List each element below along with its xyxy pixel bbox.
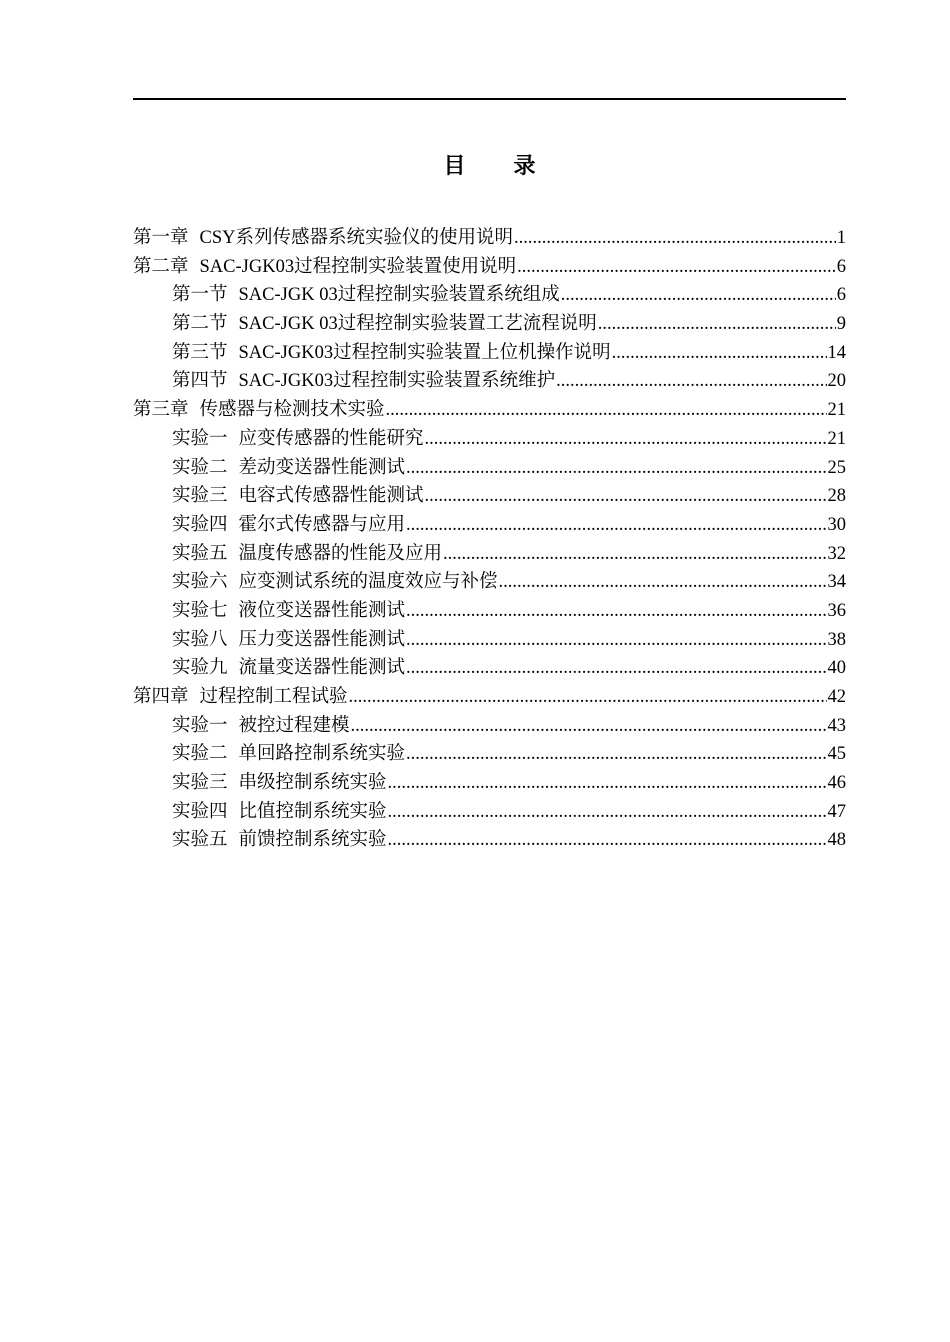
toc-entry-title: 应变传感器的性能研究 — [238, 428, 424, 449]
toc-entry-page-number: 21 — [827, 400, 846, 421]
toc-entry-title: 应变测试系统的温度效应与补偿 — [238, 572, 498, 593]
toc-entry-page-number: 45 — [827, 744, 846, 765]
toc-dot-leader — [386, 396, 827, 425]
toc-section-entry[interactable] — [133, 367, 846, 396]
toc-dot-leader — [514, 224, 836, 253]
toc-section-entry[interactable] — [133, 310, 846, 339]
toc-entry-page-number: 48 — [827, 830, 846, 851]
toc-entry-title: SAC-JGK03过程控制实验装置系统维护 — [238, 371, 556, 392]
toc-list — [133, 224, 846, 855]
toc-entry-page-number: 40 — [827, 658, 846, 679]
toc-section-entry[interactable] — [133, 281, 846, 310]
toc-entry-number: 实验三 — [172, 486, 228, 507]
toc-chapter-entry[interactable] — [133, 396, 846, 425]
toc-dot-leader — [406, 740, 826, 769]
toc-entry-title: 差动变送器性能测试 — [238, 457, 406, 478]
toc-entry-title: 串级控制系统实验 — [238, 773, 387, 794]
toc-entry-page-number: 42 — [827, 687, 846, 707]
toc-section-entry[interactable] — [133, 769, 846, 798]
toc-section-entry[interactable] — [133, 740, 846, 769]
toc-section-entry[interactable] — [133, 654, 846, 683]
toc-entry-number: 实验四 — [172, 801, 228, 822]
toc-dot-leader — [443, 540, 826, 569]
toc-entry-page-number: 1 — [836, 228, 846, 248]
toc-entry-number: 实验七 — [172, 600, 228, 621]
toc-entry-page-number: 28 — [827, 486, 846, 507]
toc-entry-number: 第二节 — [172, 314, 228, 335]
toc-entry-page-number: 43 — [827, 715, 846, 736]
toc-entry-title: SAC-JGK 03过程控制实验装置系统组成 — [238, 285, 560, 306]
toc-entry-title: 液位变送器性能测试 — [238, 600, 406, 621]
toc-dot-leader — [561, 281, 836, 310]
toc-dot-leader — [425, 482, 827, 511]
toc-entry-page-number: 14 — [827, 342, 846, 363]
toc-title-char-1: 目 — [443, 153, 466, 178]
toc-entry-title: 过程控制工程试验 — [199, 687, 348, 707]
header-rule — [133, 98, 846, 100]
toc-dot-leader — [406, 454, 826, 483]
toc-entry-page-number: 30 — [827, 514, 846, 535]
toc-entry-title: 流量变送器性能测试 — [238, 658, 406, 679]
toc-dot-leader — [406, 597, 826, 626]
toc-entry-number: 第四节 — [172, 371, 228, 392]
toc-dot-leader — [612, 339, 827, 368]
toc-entry-number: 第四章 — [133, 687, 189, 707]
toc-entry-title: SAC-JGK03过程控制实验装置上位机操作说明 — [238, 342, 611, 363]
toc-dot-leader — [406, 511, 826, 540]
toc-entry-page-number: 47 — [827, 801, 846, 822]
toc-chapter-entry[interactable] — [133, 253, 846, 282]
toc-entry-title: 压力变送器性能测试 — [238, 629, 406, 650]
toc-chapter-entry[interactable] — [133, 683, 846, 712]
toc-entry-page-number: 21 — [827, 428, 846, 449]
toc-section-entry[interactable] — [133, 511, 846, 540]
toc-dot-leader — [517, 253, 836, 282]
toc-chapter-entry[interactable] — [133, 224, 846, 253]
toc-entry-title: 霍尔式传感器与应用 — [238, 514, 406, 535]
toc-section-entry[interactable] — [133, 540, 846, 569]
toc-entry-number: 实验六 — [172, 572, 228, 593]
toc-section-entry[interactable] — [133, 712, 846, 741]
toc-entry-number: 实验八 — [172, 629, 228, 650]
toc-entry-page-number: 20 — [827, 371, 846, 392]
toc-entry-page-number: 6 — [836, 256, 846, 277]
toc-entry-page-number: 32 — [827, 543, 846, 564]
toc-title-char-2: 录 — [513, 153, 536, 178]
toc-entry-number: 第三节 — [172, 342, 228, 363]
toc-entry-page-number: 46 — [827, 773, 846, 794]
toc-dot-leader — [406, 626, 826, 655]
toc-entry-title: 电容式传感器性能测试 — [238, 486, 424, 507]
toc-entry-title: SAC-JGK 03过程控制实验装置工艺流程说明 — [238, 314, 597, 335]
toc-entry-page-number: 34 — [827, 572, 846, 593]
toc-dot-leader — [598, 310, 836, 339]
toc-entry-number: 实验五 — [172, 543, 228, 564]
toc-entry-title: SAC-JGK03过程控制实验装置使用说明 — [199, 256, 517, 277]
toc-section-entry[interactable] — [133, 568, 846, 597]
toc-section-entry[interactable] — [133, 826, 846, 855]
toc-dot-leader — [349, 683, 827, 712]
toc-section-entry[interactable] — [133, 339, 846, 368]
toc-dot-leader — [388, 826, 827, 855]
toc-dot-leader — [556, 367, 826, 396]
toc-section-entry[interactable] — [133, 425, 846, 454]
toc-entry-number: 实验二 — [172, 457, 228, 478]
toc-dot-leader — [499, 568, 827, 597]
toc-entry-number: 第二章 — [133, 256, 189, 277]
toc-section-entry[interactable] — [133, 482, 846, 511]
toc-entry-page-number: 38 — [827, 629, 846, 650]
toc-dot-leader — [388, 769, 827, 798]
toc-entry-number: 实验九 — [172, 658, 228, 679]
toc-entry-number: 第三章 — [133, 400, 189, 421]
toc-dot-leader — [388, 798, 827, 827]
toc-entry-number: 实验三 — [172, 773, 228, 794]
toc-entry-title: CSY系列传感器系统实验仪的使用说明 — [199, 228, 514, 248]
toc-section-entry[interactable] — [133, 798, 846, 827]
toc-entry-title: 被控过程建模 — [238, 715, 350, 736]
toc-dot-leader — [351, 712, 827, 741]
toc-entry-page-number: 36 — [827, 600, 846, 621]
toc-entry-number: 第一章 — [133, 228, 189, 248]
toc-title — [133, 148, 846, 184]
toc-section-entry[interactable] — [133, 454, 846, 483]
toc-entry-title: 传感器与检测技术实验 — [199, 400, 385, 421]
toc-entry-title: 单回路控制系统实验 — [238, 744, 406, 765]
toc-dot-leader — [406, 654, 826, 683]
toc-entry-number: 实验一 — [172, 428, 228, 449]
toc-entry-number: 实验四 — [172, 514, 228, 535]
toc-entry-page-number: 9 — [836, 314, 846, 335]
toc-dot-leader — [425, 425, 827, 454]
toc-entry-title: 温度传感器的性能及应用 — [238, 543, 443, 564]
toc-entry-number: 实验五 — [172, 830, 228, 851]
toc-entry-title: 比值控制系统实验 — [238, 801, 387, 822]
toc-entry-page-number: 25 — [827, 457, 846, 478]
toc-entry-page-number: 6 — [836, 285, 846, 306]
toc-section-entry[interactable] — [133, 597, 846, 626]
toc-entry-number: 实验二 — [172, 744, 228, 765]
toc-entry-number: 实验一 — [172, 715, 228, 736]
toc-entry-title: 前馈控制系统实验 — [238, 830, 387, 851]
toc-section-entry[interactable] — [133, 626, 846, 655]
toc-entry-number: 第一节 — [172, 285, 228, 306]
